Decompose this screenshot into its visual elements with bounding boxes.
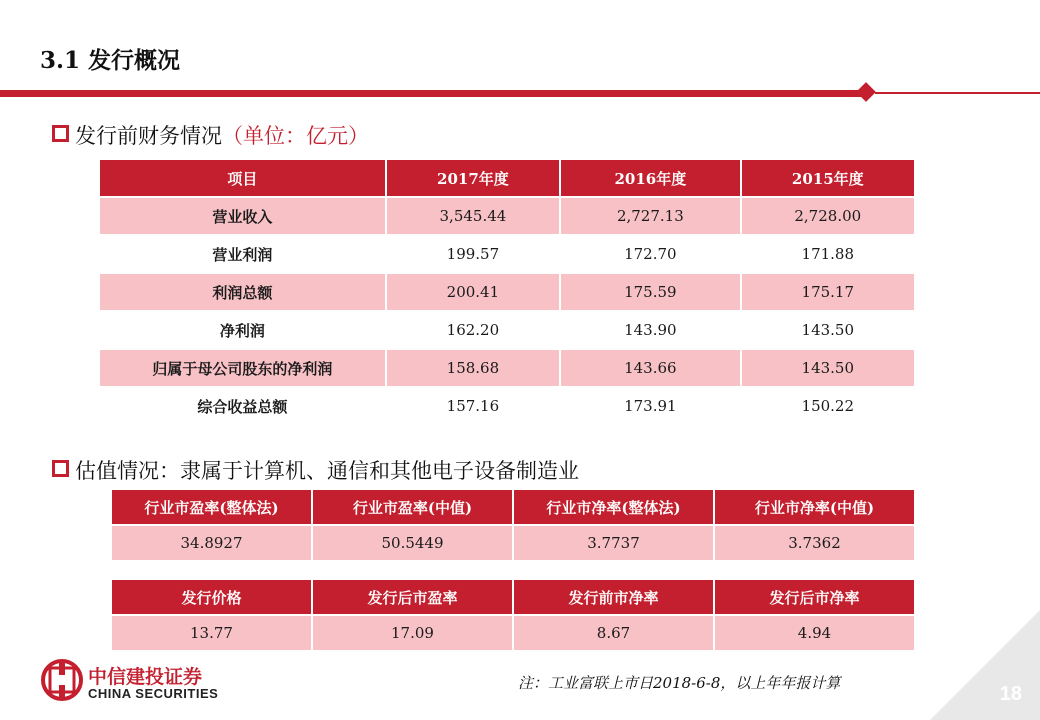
- column-header: 2016年度: [561, 160, 739, 196]
- row-label: 归属于母公司股东的净利润: [100, 350, 385, 386]
- citic-logo-icon: [40, 658, 84, 702]
- table-header-row: [100, 160, 914, 196]
- table-cell: 150.22: [742, 388, 914, 424]
- table-row: [100, 274, 914, 310]
- section-heading-text: 估值情况：隶属于计算机、通信和其他电子设备制造业: [75, 459, 579, 483]
- table-row: [100, 312, 914, 348]
- table-cell: 2,727.13: [561, 198, 739, 234]
- title-divider: [0, 90, 862, 97]
- row-label: 净利润: [100, 312, 385, 348]
- table-cell: 200.41: [387, 274, 559, 310]
- table-header-row: [112, 580, 914, 614]
- section-heading-financials: [52, 120, 369, 150]
- row-label: 综合收益总额: [100, 388, 385, 424]
- table-cell: 199.57: [387, 236, 559, 272]
- table-cell: 3.7737: [514, 526, 713, 560]
- table-cell: 171.88: [742, 236, 914, 272]
- table-row: [112, 616, 914, 650]
- column-header: 2017年度: [387, 160, 559, 196]
- table-cell: 13.77: [112, 616, 311, 650]
- column-header: 发行后市盈率: [313, 580, 512, 614]
- row-label: 营业收入: [100, 198, 385, 234]
- square-bullet-icon: [52, 125, 69, 142]
- table-cell: 4.94: [715, 616, 914, 650]
- column-header: 发行前市净率: [514, 580, 713, 614]
- unit-label: （单位：亿元）: [222, 124, 369, 148]
- financial-table: [98, 158, 916, 426]
- table-cell: 172.70: [561, 236, 739, 272]
- column-header: 行业市盈率(整体法): [112, 490, 311, 524]
- table-cell: 175.17: [742, 274, 914, 310]
- industry-valuation-table: [110, 488, 916, 562]
- logo-name-cn: 中信建投证券: [88, 666, 203, 688]
- table-cell: 143.50: [742, 350, 914, 386]
- column-header: 发行价格: [112, 580, 311, 614]
- row-label: 营业利润: [100, 236, 385, 272]
- table-cell: 3,545.44: [387, 198, 559, 234]
- table-cell: 162.20: [387, 312, 559, 348]
- table-row: [100, 198, 914, 234]
- table-row: [100, 350, 914, 386]
- slide-title: 3.1 发行概况: [40, 47, 181, 74]
- column-header: 项目: [100, 160, 385, 196]
- row-label: 利润总额: [100, 274, 385, 310]
- column-header: 行业市净率(整体法): [514, 490, 713, 524]
- column-header: 行业市盈率(中值): [313, 490, 512, 524]
- corner-decoration: [930, 610, 1040, 720]
- company-logo: [40, 658, 240, 708]
- table-cell: 3.7362: [715, 526, 914, 560]
- table-cell: 143.50: [742, 312, 914, 348]
- section-heading-text: 发行前财务情况: [75, 124, 222, 148]
- table-cell: 143.90: [561, 312, 739, 348]
- footnote: 注：工业富联上市日2018-6-8，以上年年报计算: [518, 674, 841, 692]
- issuance-valuation-table: [110, 578, 916, 652]
- table-row: [100, 388, 914, 424]
- table-cell: 158.68: [387, 350, 559, 386]
- section-heading-valuation: [52, 455, 579, 485]
- divider-diamond: [856, 82, 876, 102]
- table-cell: 143.66: [561, 350, 739, 386]
- table-cell: 175.59: [561, 274, 739, 310]
- table-header-row: [112, 490, 914, 524]
- table-cell: 8.67: [514, 616, 713, 650]
- column-header: 2015年度: [742, 160, 914, 196]
- square-bullet-icon: [52, 460, 69, 477]
- title-divider-thin: [875, 92, 1040, 94]
- table-row: [100, 236, 914, 272]
- table-cell: 17.09: [313, 616, 512, 650]
- table-cell: 2,728.00: [742, 198, 914, 234]
- table-cell: 50.5449: [313, 526, 512, 560]
- logo-name-en: CHINA SECURITIES: [88, 686, 219, 701]
- page-number: 18: [999, 683, 1022, 705]
- table-cell: 34.8927: [112, 526, 311, 560]
- column-header: 行业市净率(中值): [715, 490, 914, 524]
- table-row: [112, 526, 914, 560]
- table-cell: 173.91: [561, 388, 739, 424]
- column-header: 发行后市净率: [715, 580, 914, 614]
- table-cell: 157.16: [387, 388, 559, 424]
